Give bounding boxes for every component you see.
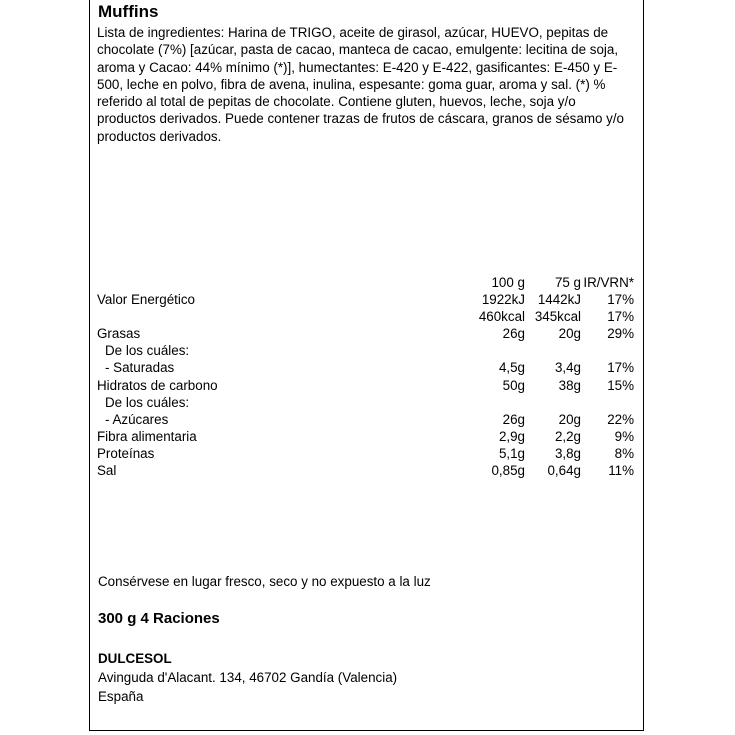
row-value-100g: 26g [502, 411, 525, 427]
row-value-portion: 2,2g [554, 428, 581, 444]
row-label: - Azúcares [105, 411, 169, 427]
row-value-100g: 460kcal [478, 309, 525, 325]
row-value-ir: 17% [607, 292, 634, 308]
header-per-portion: 75 g [554, 275, 581, 290]
nutrition-header-row [97, 274, 637, 291]
nutrition-table [97, 274, 637, 479]
row-value-ir: 17% [607, 309, 634, 325]
table-row [97, 462, 637, 479]
row-value-100g: 1922kJ [481, 292, 525, 308]
row-label: Grasas [97, 326, 141, 342]
table-row [97, 445, 637, 462]
table-row [97, 308, 637, 325]
table-row [97, 291, 637, 308]
ingredients-list: Lista de ingredientes: Harina de TRIGO, aceite de girasol, azúcar, HUEVO, pepitas de chocolate (7%) [azúcar, pasta de cacao, manteca de cacao, emulgente: lecitina de soja, aroma y Cacao: 44% mínimo (*)], humectantes: E-420 y E-422, gasificantes: E-450 y E-500, leche en polvo, fibra de avena, inulina, espesante: goma guar, aroma y sal. (*) % referido al total de pepitas de chocolate. Contiene gluten, huevos, leche, soja y/o productos derivados. Puede contener trazas de frutos de cáscara, granos de sésamo y/o productos derivados. [97, 25, 625, 144]
row-value-100g: 4,5g [498, 360, 525, 376]
row-label: Sal [97, 463, 117, 479]
table-row [97, 394, 637, 411]
table-row [97, 325, 637, 342]
row-label: Fibra alimentaria [97, 428, 197, 444]
row-label: Proteínas [97, 445, 155, 461]
row-label: Valor Energético [97, 292, 196, 308]
row-label: De los cuáles: [105, 394, 190, 410]
storage-instructions: Consérvese en lugar fresco, seco y no expuesto a la luz [98, 574, 431, 589]
row-value-portion: 20g [558, 326, 581, 342]
row-label: - Saturadas [105, 360, 175, 376]
company-name: DULCESOL [98, 651, 172, 666]
row-label: Hidratos de carbono [97, 377, 218, 393]
row-value-100g: 50g [502, 377, 525, 393]
table-row [97, 428, 637, 445]
table-row [97, 359, 637, 376]
row-value-portion: 3,4g [554, 360, 581, 376]
row-value-ir: 17% [607, 360, 634, 376]
row-value-portion: 3,8g [554, 445, 581, 461]
product-title: Muffins [98, 2, 159, 21]
row-value-ir: 15% [607, 377, 634, 393]
row-value-100g: 0,85g [491, 463, 525, 479]
table-row [97, 377, 637, 394]
row-label: De los cuáles: [105, 343, 190, 359]
row-value-ir: 29% [607, 326, 634, 342]
row-value-100g: 2,9g [498, 428, 525, 444]
row-value-portion: 1442kJ [537, 292, 581, 308]
row-value-100g: 5,1g [498, 445, 525, 461]
row-value-ir: 11% [608, 463, 634, 479]
company-country: España [98, 689, 144, 704]
header-per-100g: 100 g [491, 275, 525, 290]
row-value-ir: 22% [607, 411, 634, 427]
table-row [97, 411, 637, 428]
row-value-portion: 345kcal [534, 309, 581, 325]
table-row [97, 342, 637, 359]
row-value-ir: 8% [614, 445, 634, 461]
row-value-100g: 26g [502, 326, 525, 342]
company-address: Avinguda d'Alacant. 134, 46702 Gandía (Valencia) [98, 670, 398, 685]
row-value-portion: 20g [558, 411, 581, 427]
row-value-ir: 9% [614, 428, 634, 444]
row-value-portion: 0,64g [547, 463, 581, 479]
net-weight-portions: 300 g 4 Raciones [98, 610, 220, 627]
header-ir-vrn: IR/VRN* [583, 275, 634, 290]
row-value-portion: 38g [558, 377, 581, 393]
